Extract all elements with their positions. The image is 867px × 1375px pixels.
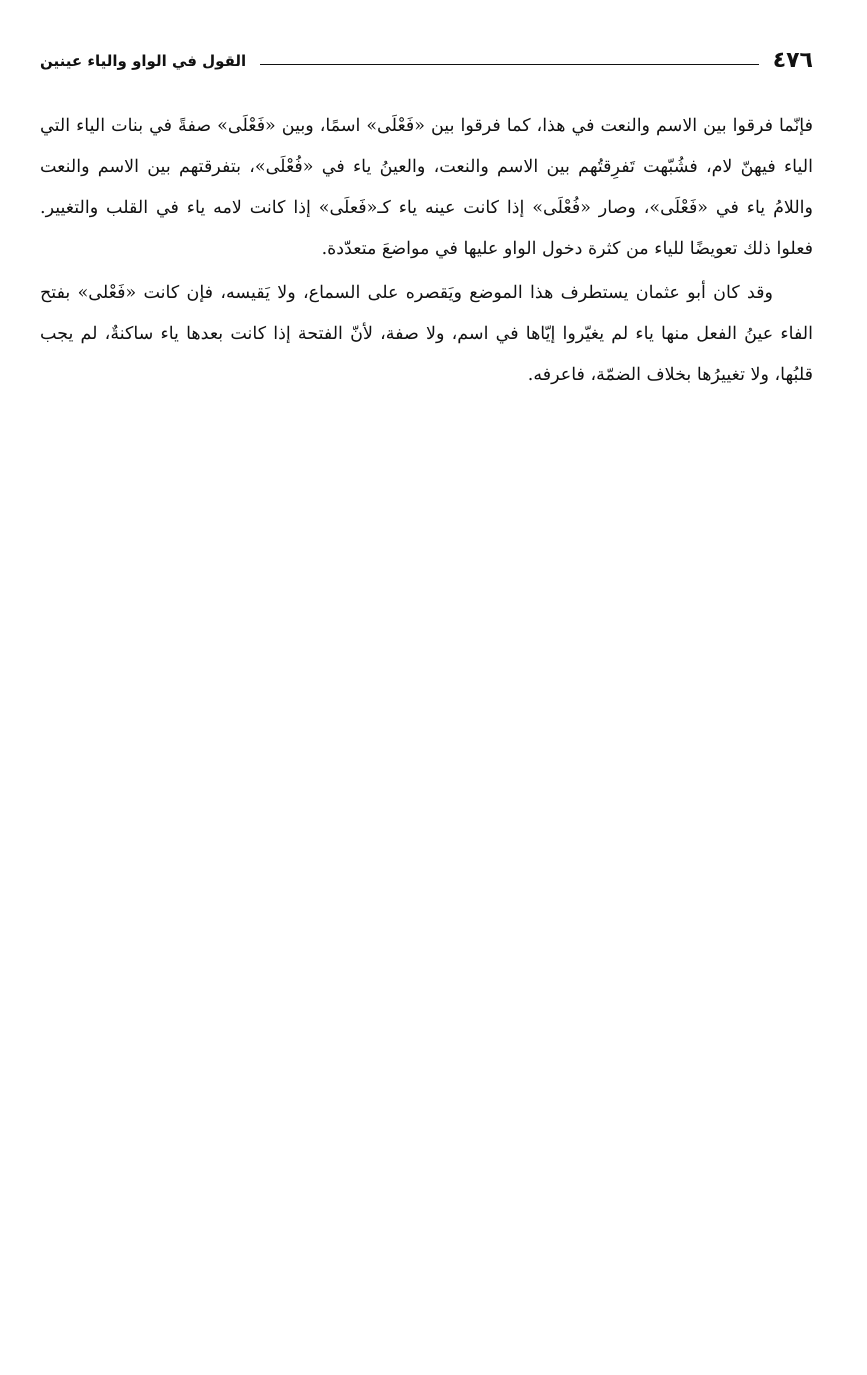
body-text bbox=[40, 106, 813, 396]
chapter-title: القول في الواو والياء عينين bbox=[40, 51, 247, 70]
running-header bbox=[40, 46, 813, 76]
paragraph: فإنّما فرقوا بين الاسم والنعت في هذا، كما فرقوا بين «فَعْلَى» اسمًا، وبين «فَعْلَى» صفةً في بنات الياء التي الياء فيهنّ لام، فشُبّهت تَفرِقتُهم بين الاسم والنعت، والعينُ ياء في «فُعْلَى»، بتفرقتهم بين الاسم والنعت واللامُ ياء في «فَعْلَى»، وصار «فُعْلَى» إذا كانت عينه ياء كـ«فَعلَى» إذا كانت لامه ياء في القلب والتغيير. فعلوا ذلك تعويضًا للياء من كثرة دخول الواو عليها في مواضعَ متعدّدة. bbox=[40, 116, 813, 259]
header-rule bbox=[260, 64, 759, 65]
paragraph: وقد كان أبو عثمان يستطرف هذا الموضع ويَقصره على السماع، ولا يَقيسه، فإن كانت «فَعْلى» بفتح الفاء عينُ الفعل منها ياء لم يغيّروا إيّاها في اسم، ولا صفة، لأنّ الفتحة إذا كانت بعدها ياء ساكنةٌ، لم يجب قلبُها، ولا تغييرُها بخلاف الضمّة، فاعرفه. bbox=[40, 283, 813, 385]
page-number: ٤٧٦ bbox=[772, 48, 813, 73]
